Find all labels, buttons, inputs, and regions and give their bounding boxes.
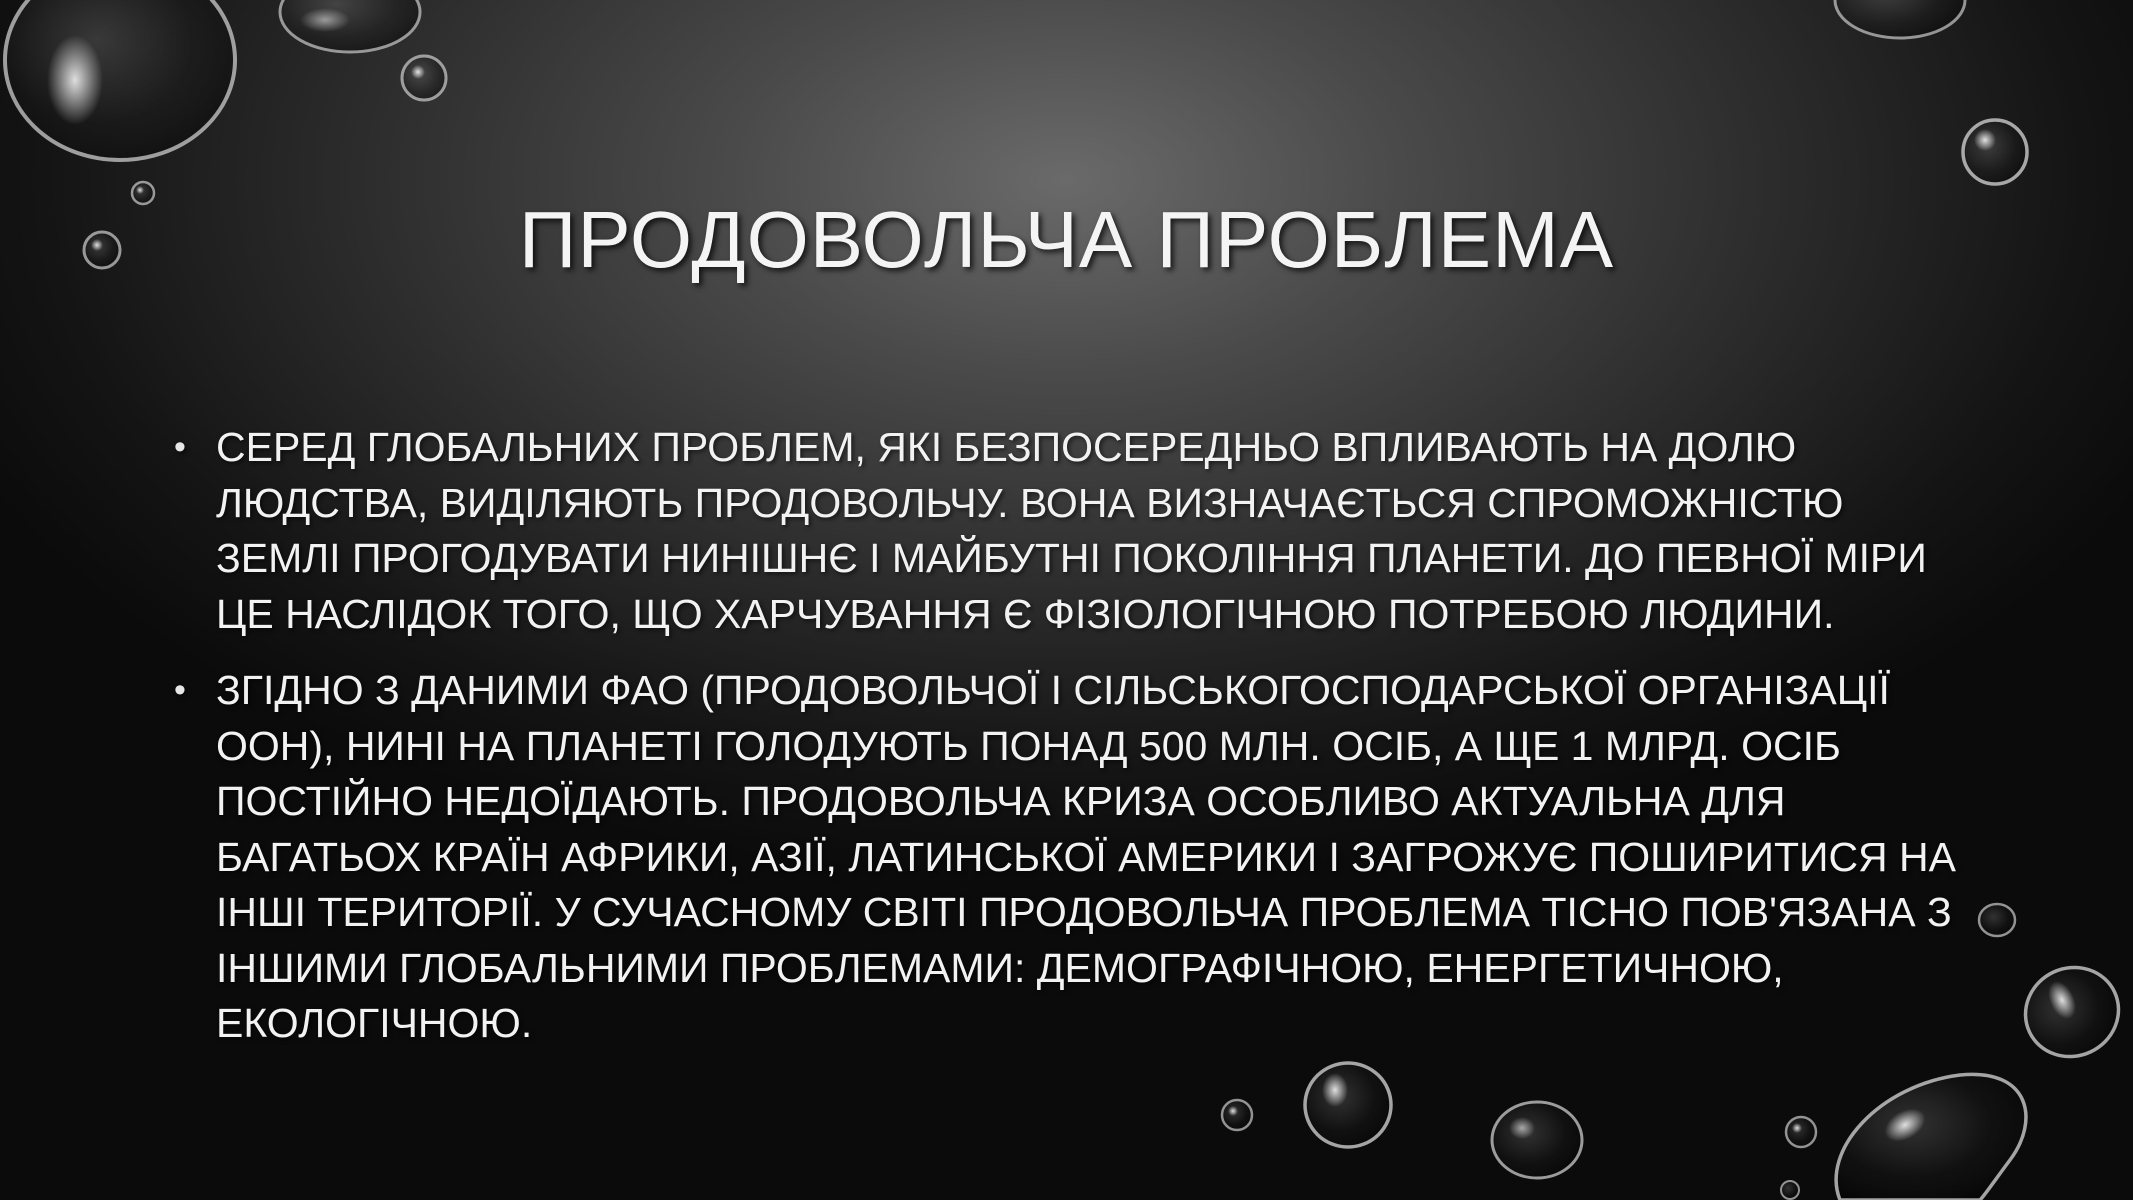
bullet-item (170, 663, 1960, 1052)
droplet-icon (1786, 1117, 1816, 1147)
bullet-marker: • (174, 428, 186, 466)
bullet-marker: • (174, 671, 186, 709)
slide-title: ПРОДОВОЛЬЧА ПРОБЛЕМА (518, 195, 1615, 284)
droplet-icon (1835, 0, 1965, 38)
bullet-item (170, 420, 1960, 642)
bullet-text: СЕРЕД ГЛОБАЛЬНИХ ПРОБЛЕМ, ЯКІ БЕЗПОСЕРЕДНЬО ВПЛИВАЮТЬ НА ДОЛЮ ЛЮДСТВА, ВИДІЛЯЮТЬ ПРОДОВОЛЬЧУ. ВОНА ВИЗНАЧАЄТЬСЯ СПРОМОЖНІСТЮ ЗЕМЛІ ПРОГОДУВАТИ НИНІШНЄ І МАЙБУТНІ ПОКОЛІННЯ ПЛАНЕТИ. ДО ПЕВНОЇ МІРИ ЦЕ НАСЛІДОК ТОГО, ЩО ХАРЧУВАННЯ Є ФІЗІОЛОГІЧНОЮ ПОТРЕБОЮ ЛЮДИНИ. (216, 424, 1927, 637)
droplet-icon (1979, 904, 2015, 936)
droplet-icon (1781, 1181, 1799, 1199)
droplet-icon (1963, 120, 2027, 184)
bullet-text: ЗГІДНО З ДАНИМИ ФАО (ПРОДОВОЛЬЧОЇ І СІЛЬСЬКОГОСПОДАРСЬКОЇ ОРГАНІЗАЦІЇ ООН), НИНІ НА ПЛАНЕТІ ГОЛОДУЮТЬ ПОНАД 500 МЛН. ОСІБ, А ЩЕ 1 МЛРД. ОСІБ ПОСТІЙНО НЕДОЇДАЮТЬ. ПРОДОВОЛЬЧА КРИЗА ОСОБЛИВО АКТУАЛЬНА ДЛЯ БАГАТЬОХ КРАЇН АФРИКИ, АЗІЇ, ЛАТИНСЬКОЇ АМЕРИКИ І ЗАГРОЖУЄ ПОШИРИТИСЯ НА ІНШІ ТЕРИТОРІЇ. У СУЧАСНОМУ СВІТІ ПРОДОВОЛЬЧА ПРОБЛЕМА ТІСНО ПОВ'ЯЗАНА З ІНШИМИ ГЛОБАЛЬНИМИ ПРОБЛЕМАМИ: ДЕМОГРАФІЧНОЮ, ЕНЕРГЕТИЧНОЮ, ЕКОЛОГІЧНОЮ. (216, 667, 1957, 1046)
droplet-icon (5, 0, 235, 160)
droplet-icon (2011, 952, 2133, 1071)
droplet-icon (1492, 1102, 1582, 1178)
droplet-icon (280, 0, 420, 52)
droplet-icon (1836, 1074, 2026, 1200)
droplet-icon (1305, 1063, 1391, 1147)
droplet-icon (1222, 1100, 1252, 1130)
bullet-list (170, 420, 1960, 1073)
droplet-icon (402, 56, 446, 100)
